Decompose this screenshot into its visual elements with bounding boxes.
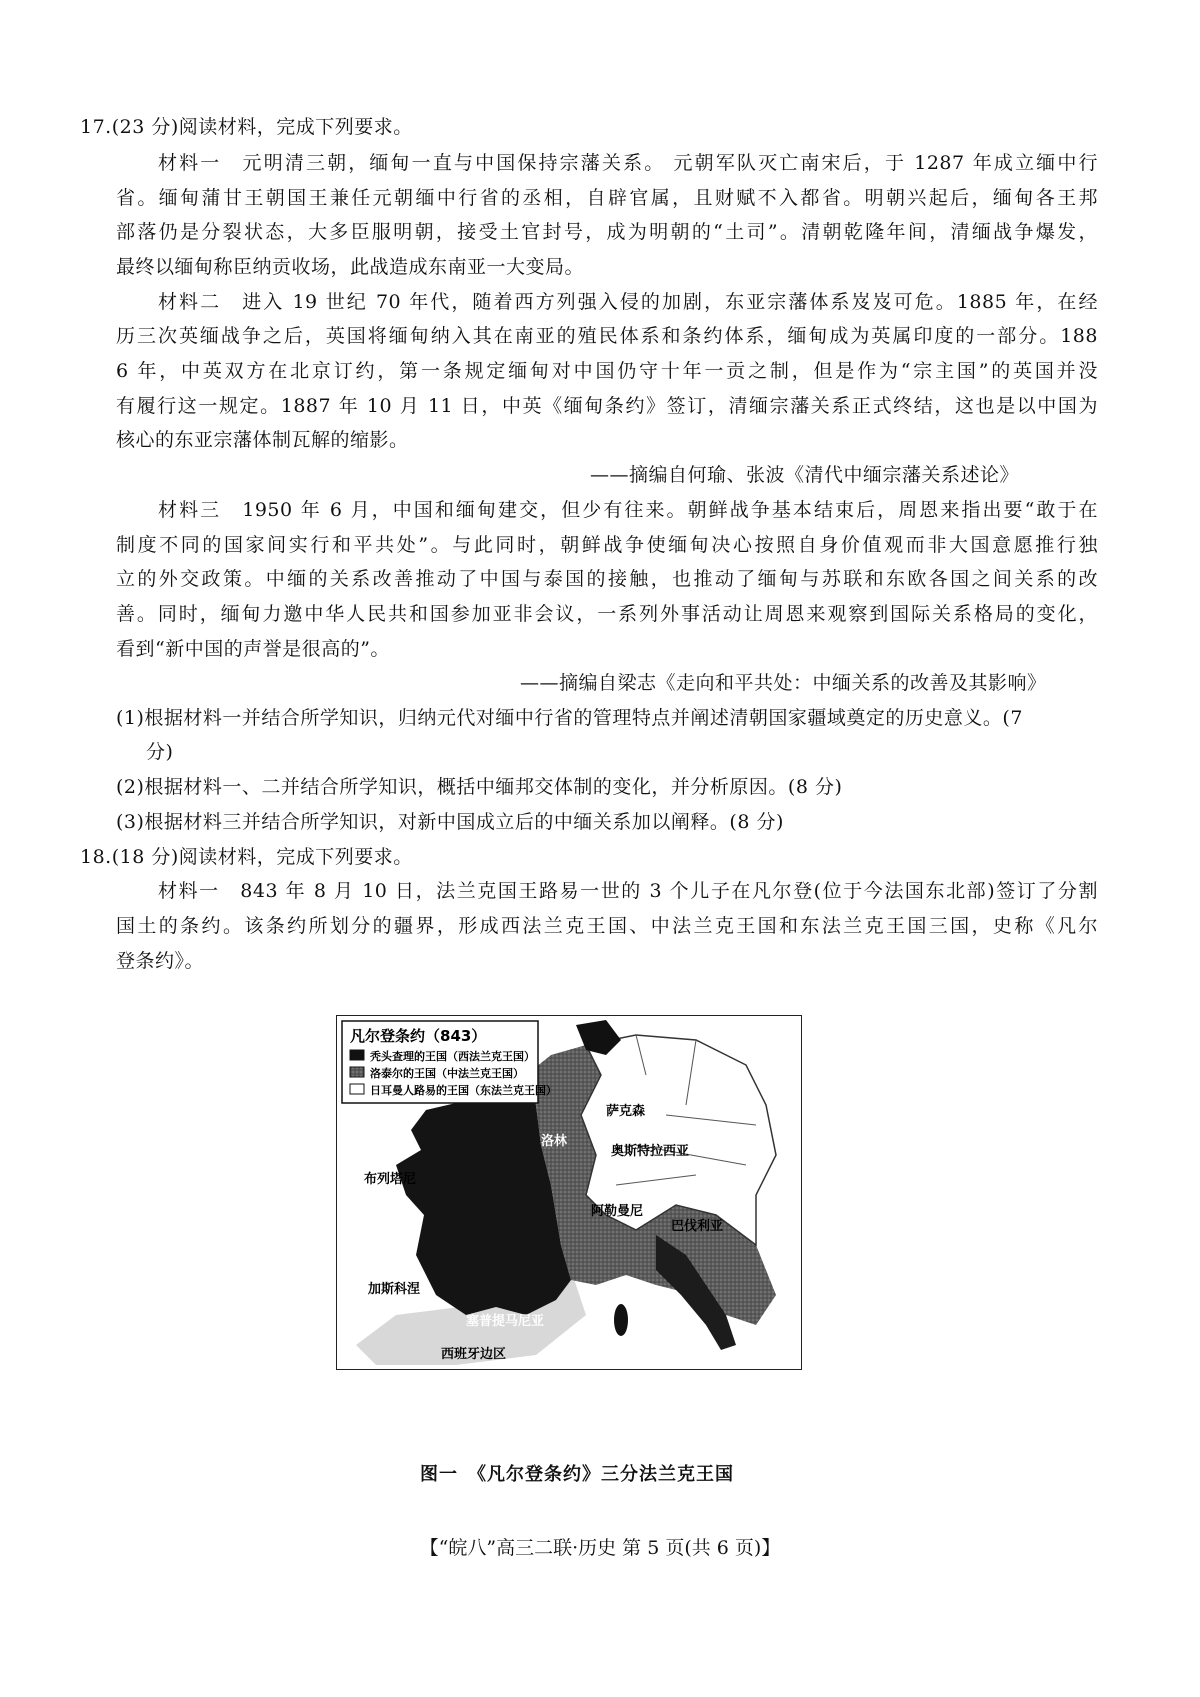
place-label: 塞普提马尼亚 — [466, 1314, 545, 1329]
place-label: 巴伐利亚 — [671, 1219, 724, 1234]
q17-material2-line: 有履行这一规定。1887 年 10 月 11 日，中英《缅甸条约》签订，清缅宗藩关系正式终结，这也是以中国为 — [116, 395, 1098, 417]
q17-material1-line: 省。缅甸蒲甘王朝国王兼任元朝缅中行省的丞相，自辟官属，且财赋不入都省。明朝兴起后，缅甸各王邦 — [116, 187, 1098, 209]
place-label: 萨克森 — [606, 1104, 646, 1119]
place-label: 阿勒曼尼 — [591, 1204, 644, 1219]
q17-material3-line: 看到“新中国的声誉是很高的”。 — [116, 638, 390, 660]
place-label: 加斯科涅 — [368, 1282, 421, 1297]
place-label: 洛林 — [541, 1134, 568, 1149]
q18-heading: 18.(18 分)阅读材料，完成下列要求。 — [80, 846, 413, 868]
q18-material1-line: 国土的条约。该条约所划分的疆界，形成西法兰克王国、中法兰克王国和东法兰克王国三国，史称《凡尔 — [116, 915, 1098, 937]
legend-title: 凡尔登条约（843） — [350, 1027, 487, 1045]
legend-label-west: 秃头查理的王国（西法兰克王国） — [370, 1050, 535, 1063]
legend-swatch-west — [350, 1050, 364, 1060]
map-image — [336, 1015, 802, 1370]
legend-swatch-middle — [350, 1067, 364, 1077]
q17-subquestion-1-cont: 分) — [146, 741, 174, 763]
verdun-treaty-map — [336, 1015, 802, 1370]
q17-material2-line: 6 年，中英双方在北京订约，第一条规定缅甸对中国仍守十年一贡之制，但是作为“宗主国”的英国并没 — [116, 360, 1098, 382]
place-label: 西班牙边区 — [441, 1347, 507, 1362]
q17-material3-line: 立的外交政策。中缅的关系改善推动了中国与泰国的接触，也推动了缅甸与苏联和东欧各国之间关系的改 — [116, 568, 1098, 590]
place-label: 奥斯特拉西亚 — [611, 1144, 690, 1159]
q17-material1-line: 部落仍是分裂状态，大多臣服明朝，接受土官封号，成为明朝的“土司”。清朝乾隆年间，清缅战争爆发， — [116, 221, 1098, 243]
q17-material2-line: 材料二 进入 19 世纪 70 年代，随着西方列强入侵的加剧，东亚宗藩体系岌岌可危。1885 年，在经 — [158, 291, 1098, 313]
page-footer: 【“皖八”高三二联·历史 第 5 页(共 6 页)】 — [419, 1537, 781, 1559]
legend-label-east: 日耳曼人路易的王国（东法兰克王国） — [370, 1084, 557, 1097]
q18-material1-line: 材料一 843 年 8 月 10 日，法兰克国王路易一世的 3 个儿子在凡尔登(位于今法国东北部)签订了分割 — [158, 880, 1098, 902]
q17-material2-source: ——摘编自何瑜、张波《清代中缅宗藩关系述论》 — [590, 464, 1020, 486]
q17-material3-line: 善。同时，缅甸力邀中华人民共和国参加亚非会议，一系列外事活动让周恩来观察到国际关系格局的变化， — [116, 603, 1098, 625]
q17-subquestion-2: (2)根据材料一、二并结合所学知识，概括中缅邦交体制的变化，并分析原因。(8 分) — [116, 776, 843, 798]
q17-material1-line: 材料一 元明清三朝，缅甸一直与中国保持宗藩关系。 元朝军队灭亡南宋后，于 1287 年成立缅中行 — [158, 152, 1098, 174]
q17-material3-line: 材料三 1950 年 6 月，中国和缅甸建交，但少有往来。朝鲜战争基本结束后，周恩来指出要“敢于在 — [158, 499, 1098, 521]
q17-heading: 17.(23 分)阅读材料，完成下列要求。 — [80, 116, 413, 138]
q18-material1-line: 登条约》。 — [116, 950, 205, 972]
q17-material1-line: 最终以缅甸称臣纳贡收场，此战造成东南亚一大变局。 — [116, 256, 585, 278]
q17-material2-line: 核心的东亚宗藩体制瓦解的缩影。 — [116, 429, 409, 451]
q17-subquestion-1: (1)根据材料一并结合所学知识，归纳元代对缅中行省的管理特点并阐述清朝国家疆域奠定的历史意义。(7 — [116, 707, 1023, 729]
legend-label-middle: 洛泰尔的王国（中法兰克王国） — [370, 1067, 524, 1080]
q17-material3-line: 制度不同的国家间实行和平共处”。与此同时，朝鲜战争使缅甸决心按照自身价值观而非大国意愿推行独 — [116, 534, 1098, 556]
q17-material2-line: 历三次英缅战争之后，英国将缅甸纳入其在南亚的殖民体系和条约体系，缅甸成为英属印度的一部分。188 — [116, 325, 1098, 347]
figure-caption: 图一 《凡尔登条约》三分法兰克王国 — [420, 1464, 734, 1485]
legend-swatch-east — [350, 1084, 364, 1094]
corsica-island — [614, 1304, 628, 1336]
q17-material3-source: ——摘编自梁志《走向和平共处：中缅关系的改善及其影响》 — [520, 672, 1047, 694]
place-label: 布列塔尼 — [364, 1172, 417, 1187]
q17-subquestion-3: (3)根据材料三并结合所学知识，对新中国成立后的中缅关系加以阐释。(8 分) — [116, 811, 784, 833]
